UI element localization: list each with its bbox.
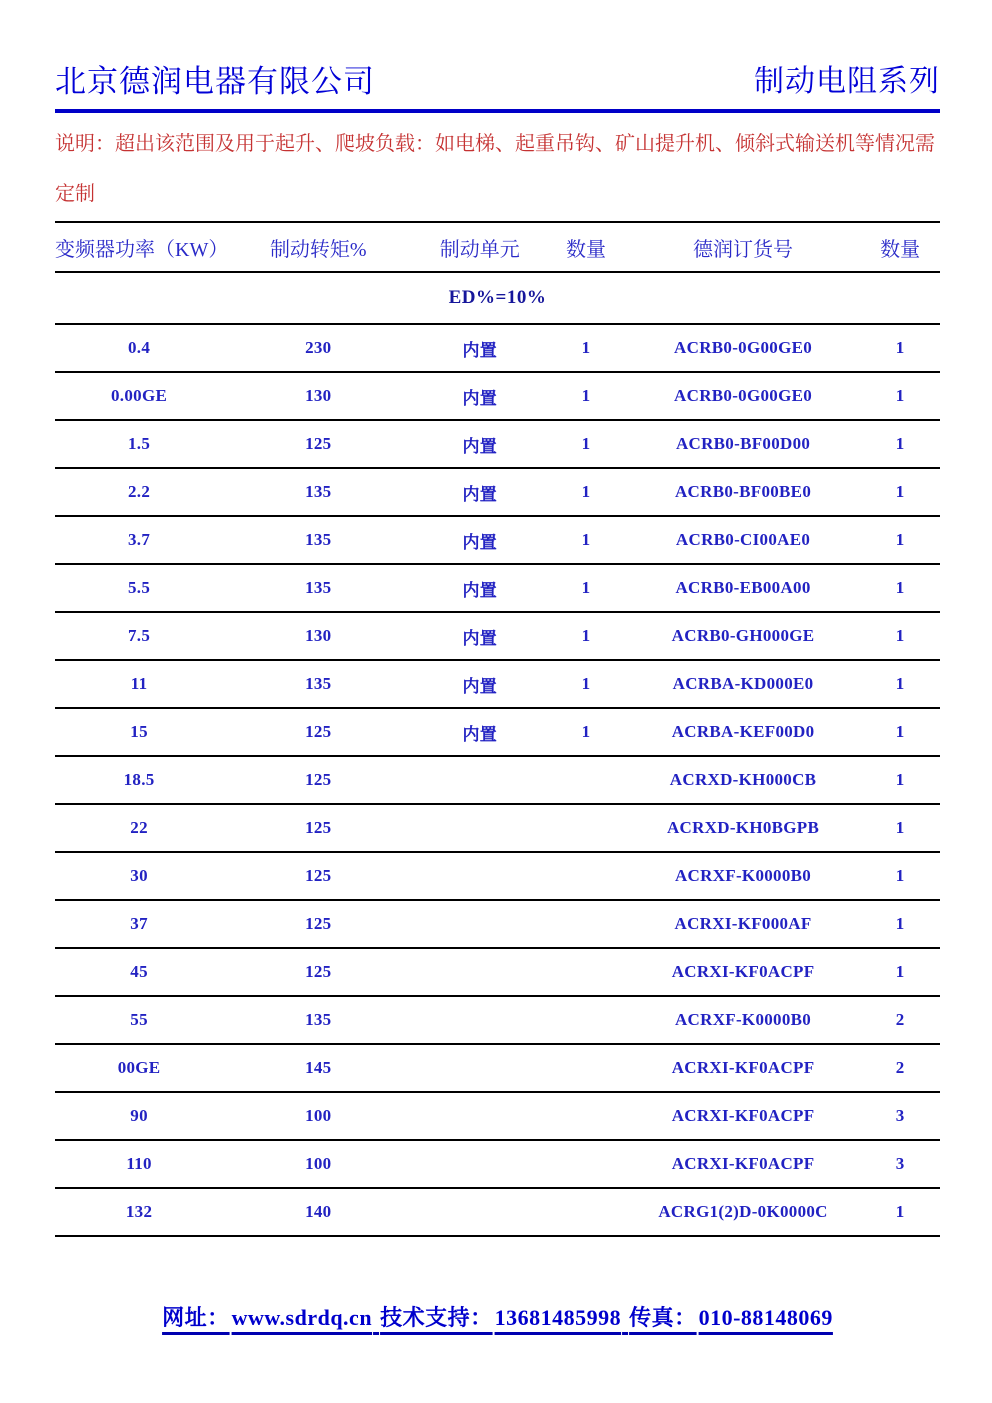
table-cell: ACRG1(2)D-0K0000C bbox=[658, 1202, 828, 1221]
website-label: 网址： bbox=[162, 1305, 230, 1330]
table-row bbox=[55, 756, 940, 804]
table-cell: 135 bbox=[305, 578, 332, 597]
table-cell: ACRB0-EB00A00 bbox=[675, 578, 811, 597]
table-cell: 1 bbox=[895, 770, 905, 789]
table-cell: 140 bbox=[305, 1202, 332, 1221]
table-cell: 1 bbox=[895, 578, 905, 597]
document-header bbox=[55, 64, 940, 113]
table-cell: 100 bbox=[305, 1106, 332, 1125]
table-cell bbox=[413, 852, 546, 900]
table-cell: 0.00GE bbox=[111, 386, 168, 405]
table-cell: ACRXI-KF000AF bbox=[674, 914, 812, 933]
table-cell: 1 bbox=[895, 338, 905, 357]
table-cell: 1 bbox=[895, 626, 905, 645]
table-cell: 内置 bbox=[462, 676, 498, 696]
table-cell: 1 bbox=[581, 530, 591, 549]
table-cell: 内置 bbox=[462, 580, 498, 600]
table-cell: 1 bbox=[581, 722, 591, 741]
table-cell: 125 bbox=[305, 722, 332, 741]
table-cell: 1 bbox=[581, 482, 591, 501]
website-url: www.sdrdq.cn bbox=[231, 1305, 373, 1330]
table-cell: ACRXI-KF0ACPF bbox=[671, 1154, 815, 1173]
table-cell: 1 bbox=[895, 962, 905, 981]
table-cell: 132 bbox=[125, 1202, 153, 1221]
table-row bbox=[55, 804, 940, 852]
table-cell: 135 bbox=[305, 530, 332, 549]
table-cell: 145 bbox=[305, 1058, 332, 1077]
column-header-orderno: 德润订货号 bbox=[693, 238, 794, 261]
table-cell: 1 bbox=[895, 914, 905, 933]
table-cell: 135 bbox=[305, 1010, 332, 1029]
table-cell: ACRBA-KEF00D0 bbox=[671, 722, 815, 741]
table-row bbox=[55, 612, 940, 660]
table-cell: ACRB0-BF00D00 bbox=[675, 434, 811, 453]
table-cell: 45 bbox=[130, 962, 148, 981]
table-cell: 100 bbox=[305, 1154, 332, 1173]
note bbox=[55, 119, 940, 219]
table-row bbox=[55, 564, 940, 612]
table-cell bbox=[546, 852, 626, 900]
table-cell: 15 bbox=[130, 722, 148, 741]
table-cell: ACRB0-0G00GE0 bbox=[674, 386, 813, 405]
table-row bbox=[55, 324, 940, 372]
table-cell: 1 bbox=[895, 1202, 905, 1221]
table-cell: 1 bbox=[895, 866, 905, 885]
table-cell: 11 bbox=[130, 674, 148, 693]
table-row bbox=[55, 660, 940, 708]
table-cell bbox=[413, 1188, 546, 1236]
table-row bbox=[55, 996, 940, 1044]
table-cell: 2 bbox=[895, 1058, 905, 1077]
column-header-power: 变频器功率（KW） bbox=[55, 238, 229, 261]
table-cell: 1 bbox=[895, 434, 905, 453]
table-cell: 1 bbox=[895, 722, 905, 741]
column-header-unit: 制动单元 bbox=[439, 238, 520, 261]
table-cell: 1 bbox=[895, 818, 905, 837]
fax-number: 010-88148069 bbox=[698, 1305, 833, 1330]
table-cell bbox=[546, 1140, 626, 1188]
table-cell: ACRXI-KF0ACPF bbox=[671, 1058, 815, 1077]
table-row bbox=[55, 852, 940, 900]
table-cell: 1 bbox=[581, 434, 591, 453]
support-phone: 13681485998 bbox=[494, 1305, 622, 1330]
table-cell: 5.5 bbox=[127, 578, 151, 597]
table-cell bbox=[413, 948, 546, 996]
note-line-2: 定制 bbox=[55, 183, 95, 205]
table-cell: 230 bbox=[305, 338, 332, 357]
table-cell: ACRB0-GH000GE bbox=[671, 626, 815, 645]
table-cell: 1 bbox=[895, 482, 905, 501]
table-cell bbox=[413, 996, 546, 1044]
table-cell: 内置 bbox=[462, 628, 498, 648]
fax-label: 传真： bbox=[629, 1305, 697, 1330]
table-cell bbox=[546, 900, 626, 948]
table-cell: ACRBA-KD000E0 bbox=[672, 674, 814, 693]
table-cell: ACRXD-KH000CB bbox=[669, 770, 817, 789]
table-cell: 1 bbox=[581, 338, 591, 357]
table-cell: 内置 bbox=[462, 340, 498, 360]
table-cell: 125 bbox=[305, 914, 332, 933]
table-cell: ACRXI-KF0ACPF bbox=[671, 1106, 815, 1125]
table-cell: 1 bbox=[895, 674, 905, 693]
table-cell: ACRXF-K0000B0 bbox=[674, 1010, 812, 1029]
table-cell: 0.4 bbox=[127, 338, 151, 357]
table-cell: 内置 bbox=[462, 388, 498, 408]
table-row bbox=[55, 420, 940, 468]
column-header-torque: 制动转矩% bbox=[269, 238, 367, 261]
table-row bbox=[55, 1188, 940, 1236]
table-cell: 130 bbox=[305, 386, 332, 405]
table-cell: 1 bbox=[895, 386, 905, 405]
table-row bbox=[55, 1044, 940, 1092]
table-cell: 2.2 bbox=[127, 482, 151, 501]
table-row bbox=[55, 516, 940, 564]
table-cell: 内置 bbox=[462, 532, 498, 552]
table-cell: ACRB0-CI00AE0 bbox=[675, 530, 811, 549]
table-cell bbox=[413, 1140, 546, 1188]
column-header-qty: 数量 bbox=[565, 238, 606, 261]
table-cell: 90 bbox=[130, 1106, 148, 1125]
table-row bbox=[55, 900, 940, 948]
table-header-row bbox=[55, 222, 940, 272]
table-cell: 55 bbox=[130, 1010, 148, 1029]
table-cell: ACRXI-KF0ACPF bbox=[671, 962, 815, 981]
support-label: 技术支持： bbox=[380, 1305, 493, 1330]
table-cell: 00GE bbox=[117, 1058, 161, 1077]
table-cell bbox=[546, 996, 626, 1044]
table-cell bbox=[413, 804, 546, 852]
table-cell: 1 bbox=[581, 386, 591, 405]
series-title: 制动电阻系列 bbox=[754, 65, 940, 98]
table-cell bbox=[546, 1188, 626, 1236]
table-cell: 1 bbox=[581, 626, 591, 645]
table-row bbox=[55, 1092, 940, 1140]
table-cell bbox=[546, 948, 626, 996]
table-cell: 3 bbox=[895, 1154, 905, 1173]
table-cell: ACRB0-BF00BE0 bbox=[674, 482, 812, 501]
table-cell: 110 bbox=[126, 1154, 152, 1173]
table-cell: 125 bbox=[305, 434, 332, 453]
table-cell: 22 bbox=[130, 818, 148, 837]
table-row bbox=[55, 708, 940, 756]
table-row bbox=[55, 372, 940, 420]
note-line-1: 说明：超出该范围及用于起升、爬坡负载：如电梯、起重吊钩、矿山提升机、倾斜式输送机等情况需 bbox=[55, 133, 935, 155]
table-cell bbox=[546, 1092, 626, 1140]
table-cell: 内置 bbox=[462, 484, 498, 504]
table-cell: 2 bbox=[895, 1010, 905, 1029]
table-cell: 内置 bbox=[462, 724, 498, 744]
table-cell: ACRXF-K0000B0 bbox=[674, 866, 812, 885]
table-cell: 125 bbox=[305, 962, 332, 981]
table-cell: 1 bbox=[581, 578, 591, 597]
table-cell bbox=[413, 1044, 546, 1092]
table-cell bbox=[546, 1044, 626, 1092]
table-cell: 3 bbox=[895, 1106, 905, 1125]
table-cell bbox=[546, 804, 626, 852]
section-label: ED%=10% bbox=[448, 287, 547, 308]
table-cell: 18.5 bbox=[123, 770, 155, 789]
table-cell: 1.5 bbox=[127, 434, 151, 453]
table-cell: 30 bbox=[130, 866, 148, 885]
table-cell bbox=[413, 756, 546, 804]
table-cell: 135 bbox=[305, 674, 332, 693]
table-body bbox=[55, 324, 940, 1236]
table-row bbox=[55, 468, 940, 516]
products-table bbox=[55, 221, 940, 1237]
table-cell: 内置 bbox=[462, 436, 498, 456]
table-cell: 125 bbox=[305, 818, 332, 837]
section-row bbox=[55, 272, 940, 324]
table-cell: ACRXD-KH0BGPB bbox=[666, 818, 820, 837]
table-cell bbox=[413, 900, 546, 948]
table-cell: 7.5 bbox=[127, 626, 151, 645]
table-row bbox=[55, 948, 940, 996]
table-cell: 37 bbox=[130, 914, 148, 933]
table-cell: 3.7 bbox=[127, 530, 151, 549]
column-header-qty2: 数量 bbox=[880, 238, 921, 261]
table-cell: 1 bbox=[895, 530, 905, 549]
table-cell: 125 bbox=[305, 770, 332, 789]
table-cell bbox=[546, 756, 626, 804]
table-row bbox=[55, 1140, 940, 1188]
table-cell bbox=[413, 1092, 546, 1140]
table-cell: ACRB0-0G00GE0 bbox=[674, 338, 813, 357]
company-title: 北京德润电器有限公司 bbox=[55, 64, 375, 99]
table-cell: 135 bbox=[305, 482, 332, 501]
document-footer bbox=[55, 1301, 940, 1332]
table-cell: 125 bbox=[305, 866, 332, 885]
table-cell: 130 bbox=[305, 626, 332, 645]
table-cell: 1 bbox=[581, 674, 591, 693]
